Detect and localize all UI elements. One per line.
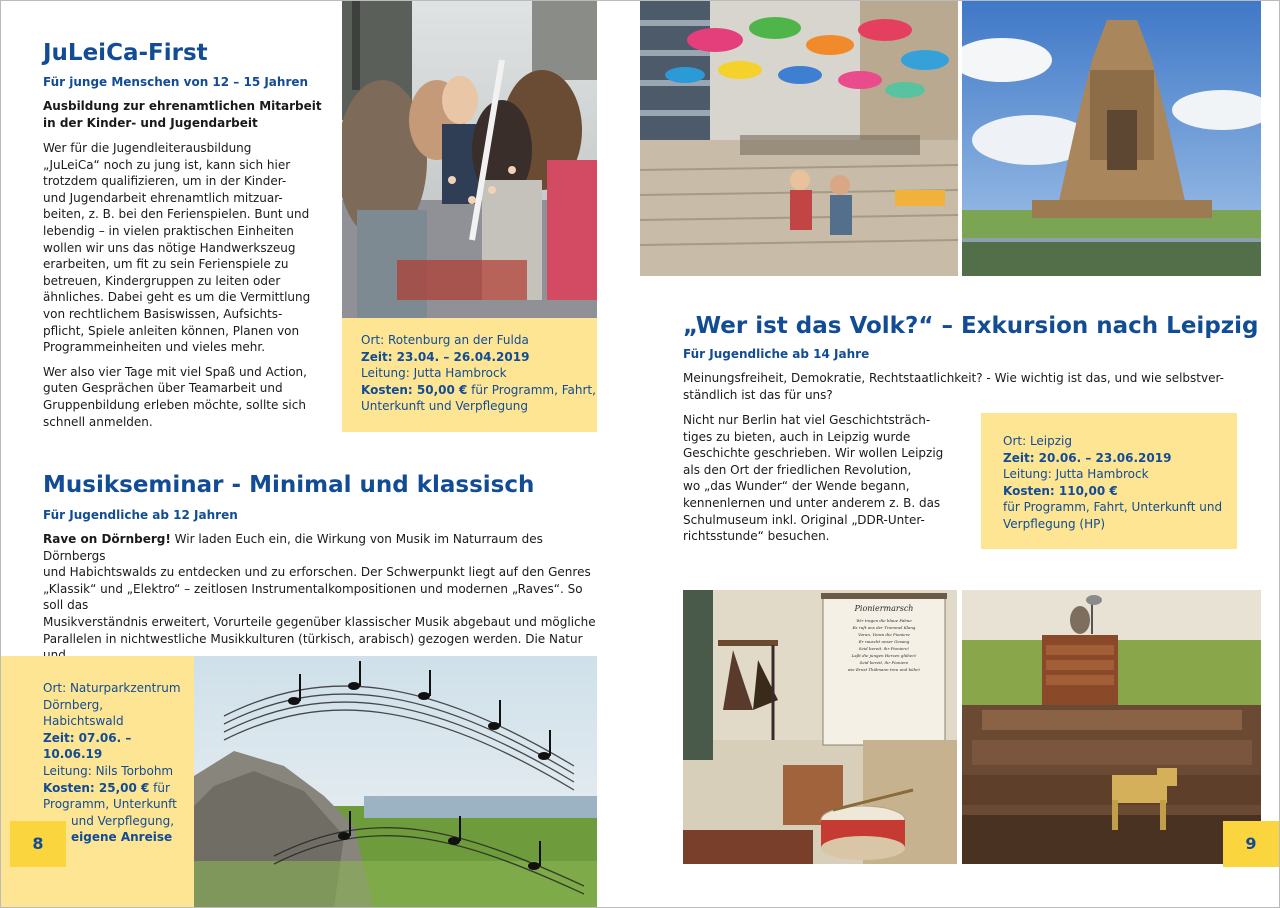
- leipzig-info-box: [981, 413, 1237, 549]
- musik-lead: Rave on Dörnberg!: [43, 532, 171, 546]
- poster-title: Pioniermarsch: [854, 604, 914, 613]
- poster: [826, 602, 942, 742]
- musik-first-line: [43, 531, 603, 564]
- leipzig-text-line: Geschichte geschrieben. Wir wollen Leipzig: [683, 446, 944, 461]
- leipzig-body: [683, 412, 953, 545]
- juleica-text-line: lebendig – in vielen praktischen Einheiten: [43, 223, 294, 238]
- juleica-cost-label: Kosten: 50,00 €: [361, 382, 468, 397]
- musik-location: Ort: Naturparkzentrum: [43, 681, 181, 695]
- juleica-text-line: von rechtlichem Basiswissen, Aufsichts-: [43, 306, 283, 321]
- juleica-subtitle: Für junge Menschen von 12 – 15 Jahren: [43, 75, 309, 89]
- leipzig-intro-line: Meinungsfreiheit, Demokratie, Rechtstaatlichkeit? - Wie wichtig ist das, und wie selbstver-: [683, 371, 1224, 385]
- leipzig-subtitle: Für Jugendliche ab 14 Jahre: [683, 347, 870, 361]
- musik-text-line: Parallelen in nichtwestliche Musikkulturen (türkisch, arabisch) gezogen werden. Die Natur: [43, 631, 583, 646]
- monument-photo: [962, 0, 1261, 276]
- juleica-text-line: schnell anmelden.: [43, 414, 153, 429]
- musik-cost-detail: für: [149, 780, 170, 795]
- juleica-text-line: und Jugendarbeit ehrenamtlich mitzuar-: [43, 190, 283, 205]
- musik-text-line: und Habichtswalds zu entdecken und zu erforschen. Der Schwerpunkt liegt auf den Genres: [43, 565, 591, 580]
- leipzig-cost-detail-2: Verpflegung (HP): [1003, 516, 1106, 531]
- musik-cost-detail-2: Programm, Unterkunft: [43, 797, 177, 812]
- juleica-text-line: betreuen, Kindergruppen zu leiten oder: [43, 273, 281, 288]
- musik-text-line: Musikverständnis erweitert, Vorurteile gegenüber klassischer Musik abgebaut und mögliche: [43, 614, 596, 629]
- musik-title: Musikseminar - Minimal und klassisch: [43, 472, 535, 498]
- leipzig-leader: Leitung: Jutta Hambrock: [1003, 467, 1149, 482]
- juleica-text-line: wollen wir uns das nötige Handwerkszeug: [43, 240, 296, 255]
- juleica-lead-line: in der Kinder- und Jugendarbeit: [43, 115, 258, 130]
- leipzig-cost-label: Kosten: 110,00 €: [1003, 483, 1118, 498]
- musik-location-2: Dörnberg,: [43, 697, 104, 712]
- leipzig-text-line: kennenlernen und unter anderem z. B. das: [683, 495, 941, 510]
- poster-line: Seid bereit, ihr Pioniere!: [858, 646, 910, 651]
- musik-travel-note: eigene Anreise: [71, 830, 173, 845]
- leipzig-text-line: Nicht nur Berlin hat viel Geschichtsträch-: [683, 413, 931, 427]
- musik-cost: [43, 780, 194, 797]
- youth-group-photo: [342, 0, 597, 318]
- juleica-text-line: pflicht, Spiele anleiten können, Planen von: [43, 323, 300, 338]
- poster-line: Voran, Voran die Pioniere: [858, 632, 910, 637]
- leipzig-text-line: wo „das Wunder“ der Wende begann,: [683, 479, 910, 494]
- leipzig-text-line: als den Ort der friedlichen Revolution,: [683, 462, 912, 477]
- juleica-info-box: [342, 318, 597, 432]
- poster-line: Es ruft uns der Trommel Klang: [852, 625, 916, 630]
- musik-leader: Leitung: Nils Torbohm: [43, 763, 174, 778]
- poster-line: Er rauscht unser Gesang: [858, 639, 910, 644]
- poster-line: Laßt die jungen Herzen glühen!: [851, 653, 917, 658]
- juleica-lead: [43, 98, 333, 131]
- musik-subtitle: Für Jugendliche ab 12 Jahren: [43, 508, 238, 522]
- juleica-text-line: guten Gesprächen über Teamarbeit und: [43, 381, 283, 396]
- juleica-text-line: beiten, z. B. bei den Ferienspielen. Bunt und: [43, 207, 310, 222]
- juleica-paragraph-2: [43, 364, 335, 430]
- musik-info-box: [0, 656, 194, 908]
- leipzig-intro: [683, 370, 1243, 403]
- musik-cost-detail-3: und Verpflegung,: [71, 813, 175, 828]
- musik-first-text: Wir laden Euch ein, die Wirkung von Musik im Naturraum des Dörnbergs: [43, 532, 543, 563]
- leipzig-text-line: Schulmuseum inkl. Original „DDR-Unter-: [683, 512, 925, 527]
- juleica-location: Ort: Rotenburg an der Fulda: [361, 333, 529, 347]
- leipzig-title: „Wer ist das Volk?“ – Exkursion nach Leipzig: [683, 313, 1259, 339]
- poster-verse: [826, 617, 942, 673]
- juleica-text-line: ähnliches. Dabei geht es um die Vermittlung: [43, 290, 311, 305]
- right-page: [621, 0, 1280, 908]
- juleica-leader: Leitung: Jutta Hambrock: [361, 366, 507, 381]
- musik-cost-label: Kosten: 25,00 €: [43, 780, 150, 795]
- juleica-text-line: „JuLeiCa“ noch zu jung ist, kann sich hier: [43, 157, 291, 172]
- musik-location-3: Habichtswald: [43, 714, 124, 729]
- juleica-body: [43, 140, 335, 430]
- leipzig-cost-detail: für Programm, Fahrt, Unterkunft und: [1003, 500, 1223, 515]
- juleica-paragraph-1: [43, 140, 335, 356]
- juleica-text-line: Wer also vier Tage mit viel Spaß und Action,: [43, 364, 307, 379]
- leipzig-text-line: richtsstunde“ besuchen.: [683, 529, 830, 544]
- juleica-cost: [361, 382, 597, 399]
- page-number-9: 9: [1223, 821, 1279, 867]
- juleica-cost-detail-2: Unterkunft und Verpflegung: [361, 399, 528, 414]
- juleica-dates: Zeit: 23.04. – 26.04.2019: [361, 349, 530, 364]
- old-classroom-photo: [962, 590, 1261, 864]
- musik-text-line: „Klassik“ und „Elektro“ – zeitlosen Instrumentalkompositionen und modernen „Raves“. So soll das: [43, 581, 583, 613]
- leipzig-paragraph: [683, 412, 953, 545]
- juleica-text-line: erarbeiten, um fit zu sein Ferienspiele zu: [43, 257, 289, 272]
- leipzig-location: Ort: Leipzig: [1003, 434, 1072, 448]
- juleica-text-line: Wer für die Jugendleiterausbildung: [43, 141, 252, 155]
- juleica-title: JuLeiCa-First: [43, 40, 208, 66]
- poster-line: Seid bereit, ihr Pioniere: [859, 660, 909, 665]
- juleica-lead-line: Ausbildung zur ehrenamtlichen Mitarbeit: [43, 99, 322, 113]
- poster-line: wie Ernst Thälmann treu und kühn!: [847, 667, 921, 672]
- leipzig-dates: Zeit: 20.06. – 23.06.2019: [1003, 450, 1172, 465]
- juleica-text-line: Programmeinheiten und vieles mehr.: [43, 340, 266, 355]
- juleica-text-line: trotzdem qualifizieren, um in der Kinder-: [43, 174, 287, 189]
- left-page: [0, 0, 622, 908]
- leipzig-intro-line: ständlich ist das für uns?: [683, 387, 833, 402]
- page-number-8: 8: [10, 821, 66, 867]
- leipzig-text-line: tiges zu bieten, auch in Leipzig wurde: [683, 429, 911, 444]
- musik-dates: Zeit: 07.06. – 10.06.19: [43, 730, 132, 762]
- juleica-cost-detail: für Programm, Fahrt,: [467, 382, 596, 397]
- classroom-poster-photo: [683, 590, 957, 864]
- juleica-text-line: Gruppenbildung erleben möchte, sollte sich: [43, 397, 306, 412]
- poster-line: Wir tragen die blaue Fahne: [856, 618, 912, 623]
- leipzig-umbrellas-photo: [640, 0, 958, 276]
- music-landscape-photo: [194, 656, 597, 908]
